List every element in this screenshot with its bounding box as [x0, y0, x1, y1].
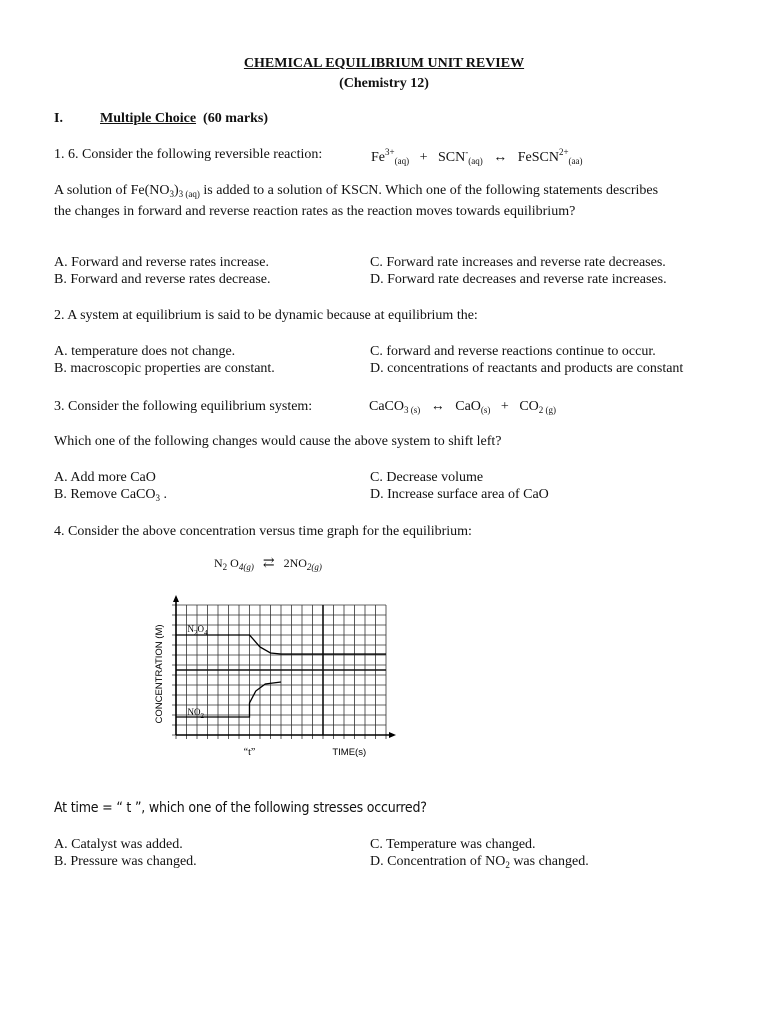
- x-axis-label: TIME(s): [332, 747, 367, 758]
- y-axis-arrow: [173, 595, 179, 602]
- q3-stem: Which one of the following changes would cause the above system to shift left?: [54, 434, 502, 449]
- q4-option-d: D. Concentration of $NO_2$ was changed.: [370, 854, 589, 870]
- y-axis-label: CONCENTRATION (M): [154, 624, 165, 724]
- q3-option-c: C. Decrease volume: [370, 470, 484, 485]
- q2-option-d: D. concentrations of reactants and products are constant: [370, 361, 684, 376]
- x-marker-t: “t”: [243, 747, 256, 758]
- q1-option-c: C. Forward rate increases and reverse rate decreases.: [370, 255, 666, 270]
- section-number: I.: [54, 111, 63, 126]
- q1-option-a: A. Forward and reverse rates increase.: [54, 255, 269, 270]
- q4-option-b: B. Pressure was changed.: [54, 854, 197, 869]
- concentration-time-graph: [150, 595, 400, 765]
- q1-option-d: D. Forward rate decreases and reverse rate increases.: [370, 272, 667, 287]
- q4-stem: 4. Consider the above concentration versus time graph for the equilibrium:: [54, 524, 472, 539]
- q2-option-a: A. temperature does not change.: [54, 344, 236, 359]
- section-name: Multiple Choice: [100, 111, 197, 126]
- q2-stem: 2. A system at equilibrium is said to be dynamic because at equilibrium the:: [54, 308, 478, 323]
- q1-stem: A solution of $Fe(NO_3)_{3 (aq)}$ is added to a solution of KSCN. Which one of the following statements describes the changes in forward and reverse reaction rates as the reaction moves towards equilibrium?: [54, 183, 659, 219]
- q3-option-a: A. Add more CaO: [54, 470, 156, 485]
- series-label-n2o4: $N_2O_4$: [187, 624, 208, 637]
- series-label-no2: $NO_2$: [187, 707, 205, 720]
- q3-prefix: 3. Consider the following equilibrium system:: [54, 399, 313, 414]
- page-subtitle: (Chemistry 12): [339, 76, 429, 91]
- q1-option-b: B. Forward and reverse rates decrease.: [54, 272, 271, 287]
- q4-question: At time = “ t ”, which one of the following stresses occurred?: [54, 800, 427, 816]
- section-heading: [100, 111, 268, 127]
- q3-option-b: B. Remove CaCO$_3$ .: [54, 487, 167, 503]
- q4-option-c: C. Temperature was changed.: [370, 837, 536, 852]
- q3-option-d: D. Increase surface area of CaO: [370, 487, 549, 502]
- page-title: CHEMICAL EQUILIBRIUM UNIT REVIEW: [243, 56, 525, 71]
- section-marks: (60 marks): [203, 111, 268, 126]
- q2-option-b: B. macroscopic properties are constant.: [54, 361, 275, 376]
- q2-option-c: C. forward and reverse reactions continue to occur.: [370, 344, 656, 359]
- graph-grid: [172, 605, 386, 739]
- q4-equation: $N_2$ $O_{4(g)}$ ⇄ $2NO_{2(g)}$: [214, 556, 322, 572]
- x-axis-arrow: [389, 732, 396, 738]
- q1-equation: $Fe^{3+}_{(aq)}$ + $SCN^-_{(aq)}$ ↔ FeSCN$^{2+}_{(aa)}$: [371, 147, 583, 166]
- q4-option-a: A. Catalyst was added.: [54, 837, 183, 852]
- q1-prefix: 1. 6. Consider the following reversible reaction:: [54, 147, 323, 162]
- q3-equation: CaCO$_{3 (s)}$ ↔ CaO$_{(s)}$ + $CO_{2 (g)}$: [369, 399, 557, 415]
